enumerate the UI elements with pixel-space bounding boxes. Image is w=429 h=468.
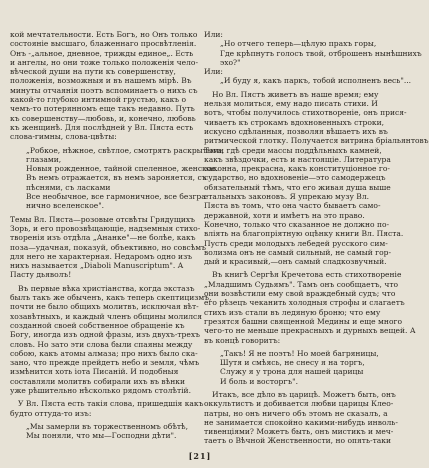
text-line: Тэга, гдѣ среди массы поддѣльныхъ камней, bbox=[204, 145, 382, 155]
text-line: Богу, иногда изъ одной фразы, изъ двухъ-трехъ bbox=[10, 330, 200, 340]
text-line: къ совершенству—любовь, и, конечно, любовь bbox=[10, 113, 196, 123]
verse-line: эхо?" bbox=[220, 57, 241, 67]
text-line: собою, какъ атомы алмаза; про нихъ было ска- bbox=[10, 348, 198, 358]
text-line: волизма онъ не самый сильный, не самый гор- bbox=[204, 247, 392, 257]
verse-line: „Но отчего теперь—цѣлую прахъ горы, bbox=[220, 39, 377, 49]
text-line: стальныхъ законовъ. Я упрекаю музу Вл. bbox=[204, 192, 370, 202]
text-line: Онъ -„альное, дневное, трижды единое„. Есть bbox=[10, 48, 194, 58]
text-line: уже рѣшительно нѣсколько рядомъ столѣтій. bbox=[10, 385, 191, 395]
verse-line: Въ немъ отражается, въ немъ зароняется, съ bbox=[26, 173, 207, 183]
text-line: ритмической глотку. Получается витрина бріальянтовъ bbox=[204, 136, 429, 146]
verse-line: Новыя рожденное, тайной спеленное, женское. bbox=[26, 164, 219, 174]
text-line: стихъ изъ стали въ ледяную броню; что ему bbox=[204, 307, 381, 317]
text-line: чемъ-то потерянномъ еще такъ недавно. Путь bbox=[10, 104, 195, 114]
text-line: Конечно, только что сказанное не должно по- bbox=[204, 219, 390, 229]
text-line: и ангелы, но они тоже только положенія чело- bbox=[10, 57, 199, 67]
text-line: державной, хотя и имѣетъ на это право. bbox=[204, 210, 365, 220]
text-line: чиваетъ къ строкамъ вдохновенныхъ строки, bbox=[204, 117, 385, 127]
text-line: Пасту дьяволъ! bbox=[10, 270, 72, 280]
text-line: положенія, возможныя и въ нашемъ мірѣ. Въ bbox=[10, 76, 192, 86]
verse-line: Мы поняли, что мы—Господни дѣти". bbox=[26, 431, 177, 441]
text-line: состояніе высшаго, блаженнаго просвѣтленія. bbox=[10, 39, 197, 49]
text-line: Или: bbox=[204, 67, 223, 77]
verse-line: Где крѣпнутъ голосъ твой, отброшенъ нынѣшнихъ bbox=[220, 48, 422, 58]
text-line: Темы Вл. Пяста—розовые отсвѣты Грядущихъ bbox=[10, 214, 195, 224]
text-line: они возвѣстили ему свой враждебный судъ; что bbox=[204, 289, 396, 299]
verse-line: Все необычное, все гармоничное, все безгра- bbox=[26, 192, 209, 202]
text-line: минуты отчаянія поэтъ вспоминаетъ о нихъ съ bbox=[10, 85, 198, 95]
verse-line: „Такъ! Я не поэтъ! Но моей багряницы, bbox=[220, 348, 379, 358]
verse-line: И боль и восторгъ". bbox=[220, 376, 298, 386]
text-line: вѣческой души на пути къ совершенству, bbox=[10, 67, 176, 77]
text-line: какъ звѣздочки, есть и настоящіе. Литература bbox=[204, 154, 391, 164]
text-line: тивенціями? Можетъ быть, онъ мистикъ и меч- bbox=[204, 427, 394, 437]
text-line: зано, что прежде прейдетъ небо и земля, чѣмъ bbox=[10, 358, 200, 368]
text-line: его рѣзецъ чеканить холодныя строфы и слагаетъ bbox=[204, 298, 405, 308]
verse-line: Служу я у трона для нашей царицы bbox=[220, 367, 364, 377]
text-line: грезятся башни священной Медины и еще много bbox=[204, 316, 402, 326]
text-line: слова-гимны, слова-цвѣты: bbox=[10, 132, 117, 142]
text-line: Пяста въ томъ, что она часто бываетъ само- bbox=[204, 201, 381, 211]
text-line: Но Вл. Пястъ живетъ въ наше время; ему bbox=[212, 89, 379, 99]
text-line: кой мечтательности. Есть Богъ, но Онъ только bbox=[10, 30, 198, 39]
text-line: У Вл. Пяста есть такія слова, пришедшія какъ bbox=[18, 399, 204, 409]
verse-line: глазами, bbox=[26, 154, 62, 164]
text-line: дый и красивый,—онъ самый сладкозвучный. bbox=[204, 257, 387, 267]
text-line: таетъ о Вѣчной Женственности, но опять-таки bbox=[204, 436, 392, 446]
text-line: обязательный тѣмъ, что его живая душа выше bbox=[204, 182, 391, 192]
text-line: поза—удачная, показуй, объективно, но совсѣмъ bbox=[10, 242, 206, 252]
text-line: былъ такъ же обыченъ, какъ теперь скептицизмъ, bbox=[10, 293, 212, 303]
text-line: законна, прекрасна, какъ конституціонное го- bbox=[204, 164, 390, 174]
text-line: патры, но онъ ничего объ этомъ не сказалъ, а bbox=[204, 408, 388, 418]
verse-line: „И буду я, какъ паркъ, тобой исполненъ весь"... bbox=[220, 76, 412, 86]
text-line: нихъ называется „Diaboli Manuscriptum". А bbox=[10, 261, 184, 271]
text-line: творенія изъ отдѣла „Ананке"—не болѣе, какъ bbox=[10, 233, 196, 243]
text-line: почти не было общихъ молитвъ, исключая вѣт- bbox=[10, 302, 199, 312]
text-line: для него не характерная. Недаромъ одно изъ bbox=[10, 251, 193, 261]
text-line: вліять на благопріятную оцѣнку книги Вл. Пяста. bbox=[204, 229, 404, 239]
text-line: Итакъ, все дѣло въ царицѣ. Можетъ быть, онъ bbox=[212, 389, 396, 399]
right-column bbox=[204, 30, 429, 446]
text-line: созданной своей собственное обращеніе къ bbox=[10, 320, 185, 330]
text-line: Зорь, и его провозвѣщающіе, надземныя стихо- bbox=[10, 223, 201, 233]
text-line: вотъ, чтобы получилось стихотвореніе, онъ прися- bbox=[204, 108, 407, 118]
text-line: какой-то глубоко интимной грустью, какъ о bbox=[10, 95, 187, 105]
text-line: къ женщинѣ. Для послѣдней у Вл. Пяста есть bbox=[10, 122, 194, 132]
verse-line: „Робкое, нѣжное, свѣтлое, смотрятъ раскрытыми bbox=[26, 145, 224, 155]
text-line: измѣнится хоть іота Писаній. И подобныя bbox=[10, 367, 179, 377]
text-line: нельзя молиться, ему надо писать стихи. И bbox=[204, 99, 378, 109]
verse-line: „Мы замерли въ торжественномъ обѣтѣ, bbox=[26, 421, 189, 431]
verse-line: пѣснями, съ ласками bbox=[26, 182, 111, 192]
text-line: не занимается спокойно какими-нибудь инволь- bbox=[204, 417, 398, 427]
text-line: Въ первые вѣка христіанства, когда экстазъ bbox=[18, 283, 195, 293]
page-number: [21] bbox=[188, 451, 212, 461]
text-line: хозавѣтныхъ, и каждый членъ общины молился bbox=[10, 311, 203, 321]
text-line: въ концѣ говоритъ: bbox=[204, 335, 281, 345]
text-line: Въ книгѣ Сергѣя Кречетова есть стихотвореніе bbox=[212, 270, 402, 280]
text-line: Или: bbox=[204, 30, 223, 39]
text-line: словъ. Но зато эти слова были спаяны между bbox=[10, 339, 193, 349]
text-line: составляли молитвъ собирали ихъ въ вѣнки bbox=[10, 376, 185, 386]
verse-line: Шутя и смѣясь, не снесу я на торгъ, bbox=[220, 358, 365, 368]
text-line: „Младшимъ Судьямъ". Тамъ онъ сообщаетъ, что bbox=[204, 279, 399, 289]
text-line: чего-то не меньше прекрасныхъ и дурныхъ вещей. А bbox=[204, 326, 416, 336]
text-line: сударство, но вдохновеніе—это самодержецъ bbox=[204, 173, 386, 183]
text-line: будто оттуда-то изъ: bbox=[10, 408, 92, 418]
text-line: Пусть среди молодыхъ лебедей русского сим- bbox=[204, 238, 388, 248]
text-line: искусно сдѣланныя, позволяя вѣшаетъ ихъ въ bbox=[204, 126, 388, 136]
text-line: оккультистъ и добивается любви царицы Клео- bbox=[204, 399, 394, 409]
verse-line: нично вселенское". bbox=[26, 201, 105, 211]
